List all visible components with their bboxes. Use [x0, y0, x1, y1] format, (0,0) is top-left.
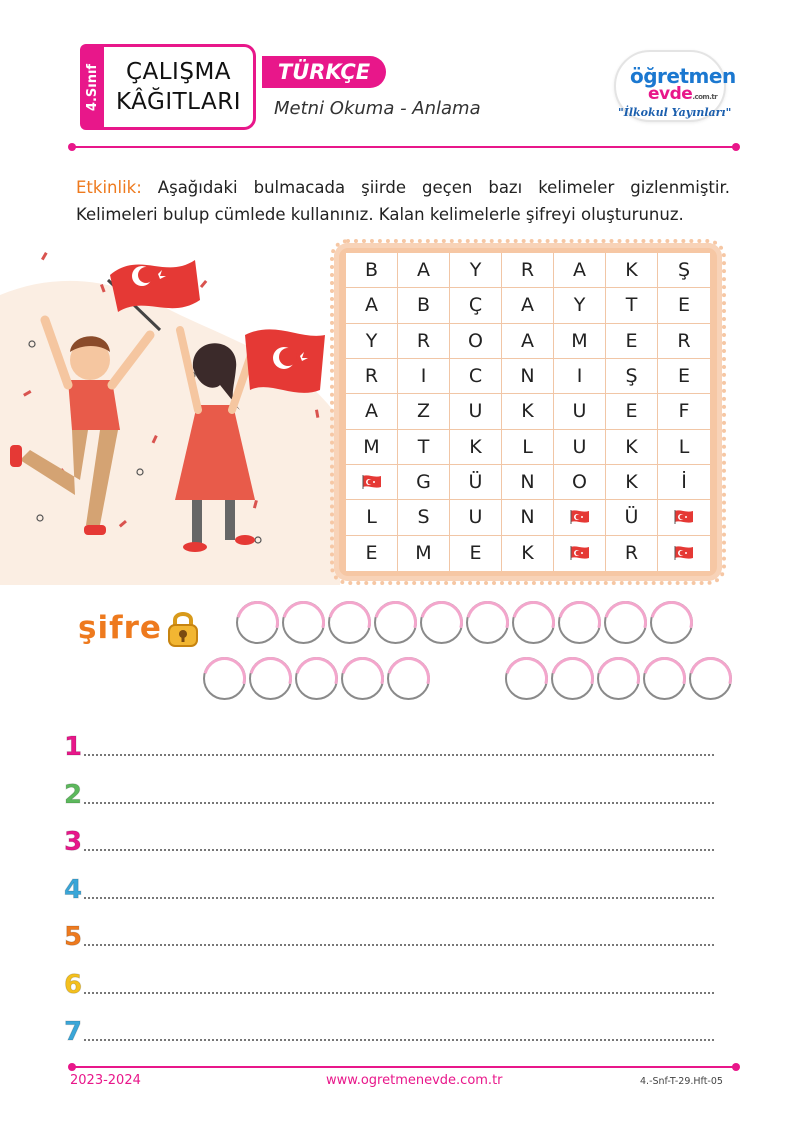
grid-letter: N	[502, 359, 554, 394]
grid-flag-icon	[554, 536, 606, 571]
answer-number: 1	[64, 732, 83, 762]
grid-letter: S	[398, 500, 450, 535]
grid-letter: Y	[554, 288, 606, 323]
password-letter-slot[interactable]	[551, 657, 594, 700]
header-divider	[72, 146, 736, 148]
answer-number: 2	[64, 779, 83, 810]
password-letter-slot[interactable]	[650, 601, 693, 644]
password-heading	[78, 608, 200, 648]
footer-year: 2023-2024	[70, 1073, 141, 1088]
password-letter-slot[interactable]	[558, 601, 601, 644]
footer-divider	[72, 1066, 736, 1068]
grid-letter: R	[502, 253, 554, 288]
password-letter-slot[interactable]	[466, 601, 509, 644]
password-letter-slot[interactable]	[689, 657, 732, 700]
answer-line[interactable]	[64, 1015, 714, 1045]
dotted-answer-field[interactable]	[84, 940, 714, 946]
password-letter-slot[interactable]	[512, 601, 555, 644]
password-letter-slot[interactable]	[282, 601, 325, 644]
grid-letter: K	[450, 430, 502, 465]
grid-letter: I	[554, 359, 606, 394]
grid-letter: O	[450, 324, 502, 359]
grid-letter: M	[554, 324, 606, 359]
logo-text-2: evde.com.tr	[648, 84, 718, 104]
grid-letter: U	[554, 430, 606, 465]
footer-website[interactable]: www.ogretmenevde.com.tr	[326, 1073, 503, 1088]
answer-line[interactable]	[64, 873, 714, 903]
grid-letter: T	[606, 288, 658, 323]
grid-letter: E	[450, 536, 502, 571]
password-letter-slot[interactable]	[604, 601, 647, 644]
grid-letter: E	[658, 359, 710, 394]
dotted-answer-field[interactable]	[84, 845, 714, 851]
password-letter-slot[interactable]	[328, 601, 371, 644]
grid-letter: I	[398, 359, 450, 394]
grid-letter: M	[346, 430, 398, 465]
grid-flag-icon	[658, 500, 710, 535]
grid-flag-icon	[658, 536, 710, 571]
title-line-1: ÇALIŞMA	[125, 59, 232, 85]
grid-letter: B	[398, 288, 450, 323]
answer-line[interactable]	[64, 825, 714, 855]
grid-letter: N	[502, 500, 554, 535]
grid-letter: A	[346, 288, 398, 323]
grid-letter: E	[658, 288, 710, 323]
answer-number: 6	[64, 969, 83, 1000]
grid-letter: M	[398, 536, 450, 571]
word-search-grid	[346, 253, 710, 571]
grid-letter: Ç	[450, 288, 502, 323]
grid-letter: Z	[398, 394, 450, 429]
grid-letter: E	[606, 324, 658, 359]
dotted-answer-field[interactable]	[84, 750, 714, 756]
grid-letter: N	[502, 465, 554, 500]
password-row-1	[236, 601, 693, 644]
grid-letter: Ş	[606, 359, 658, 394]
grid-letter: K	[502, 536, 554, 571]
title-line-2: KÂĞITLARI	[115, 89, 241, 115]
grid-letter: A	[398, 253, 450, 288]
password-letter-slot[interactable]	[249, 657, 292, 700]
password-letter-slot[interactable]	[643, 657, 686, 700]
activity-text: Aşağıdaki bulmacada şiirde geçen bazı kelimeler gizlenmiştir. Kelimeleri bulup cümlede kullanınız. Kalan kelimelerle şifreyi oluşturunuz.	[76, 178, 730, 224]
grid-letter: L	[658, 430, 710, 465]
grid-letter: E	[346, 536, 398, 571]
grid-letter: K	[606, 253, 658, 288]
grid-letter: B	[346, 253, 398, 288]
logo-text-1: öğretmen	[630, 64, 736, 88]
answer-number: 4	[64, 874, 83, 905]
answer-line[interactable]	[64, 920, 714, 950]
children-flags-illustration	[0, 240, 340, 585]
answer-number: 3	[64, 827, 83, 857]
grid-letter: K	[502, 394, 554, 429]
grid-letter: A	[502, 288, 554, 323]
grid-letter: Ş	[658, 253, 710, 288]
grid-letter: Y	[450, 253, 502, 288]
grid-letter: E	[606, 394, 658, 429]
worksheet-title	[104, 44, 256, 130]
padlock-icon	[166, 608, 200, 648]
password-row-2-group-2	[505, 657, 732, 700]
grid-letter: F	[658, 394, 710, 429]
dotted-answer-field[interactable]	[84, 798, 714, 804]
grid-letter: R	[606, 536, 658, 571]
publisher-logo	[608, 44, 736, 134]
grade-tab	[80, 44, 106, 130]
grid-letter: R	[398, 324, 450, 359]
answer-number: 5	[64, 922, 83, 952]
logo-text-3: "İlkokul Yayınları"	[618, 106, 732, 119]
grid-letter: Ü	[606, 500, 658, 535]
grid-letter: A	[346, 394, 398, 429]
footer-code: 4.-Snf-T-29.Hft-05	[640, 1076, 723, 1087]
answer-number: 7	[64, 1017, 83, 1047]
grid-letter: A	[554, 253, 606, 288]
password-letter-slot[interactable]	[236, 601, 279, 644]
grid-letter: U	[450, 500, 502, 535]
dotted-answer-field[interactable]	[84, 893, 714, 899]
grid-flag-icon	[346, 465, 398, 500]
grid-letter: U	[450, 394, 502, 429]
dotted-answer-field[interactable]	[84, 1035, 714, 1041]
password-letter-slot[interactable]	[597, 657, 640, 700]
grid-letter: K	[606, 465, 658, 500]
grid-letter: R	[658, 324, 710, 359]
grid-letter: Y	[346, 324, 398, 359]
answer-line[interactable]	[64, 968, 714, 998]
dotted-answer-field[interactable]	[84, 988, 714, 994]
grid-letter: R	[346, 359, 398, 394]
password-letter-slot[interactable]	[295, 657, 338, 700]
activity-lead: Etkinlik:	[76, 178, 142, 197]
activity-instructions	[76, 174, 730, 228]
grid-flag-icon	[554, 500, 606, 535]
password-letter-slot[interactable]	[374, 601, 417, 644]
grid-letter: T	[398, 430, 450, 465]
grid-letter: İ	[658, 465, 710, 500]
password-row-2-group-1	[203, 657, 430, 700]
grid-letter: A	[502, 324, 554, 359]
grid-letter: Ü	[450, 465, 502, 500]
subject-badge: TÜRKÇE	[262, 56, 386, 88]
answer-line[interactable]	[64, 778, 714, 808]
grid-letter: U	[554, 394, 606, 429]
answer-line[interactable]	[64, 730, 714, 760]
grid-letter: G	[398, 465, 450, 500]
password-letter-slot[interactable]	[341, 657, 384, 700]
topic-label: Metni Okuma - Anlama	[274, 98, 481, 119]
password-letter-slot[interactable]	[505, 657, 548, 700]
password-letter-slot[interactable]	[420, 601, 463, 644]
password-letter-slot[interactable]	[387, 657, 430, 700]
grid-letter: L	[502, 430, 554, 465]
grid-letter: O	[554, 465, 606, 500]
grid-letter: C	[450, 359, 502, 394]
password-letter-slot[interactable]	[203, 657, 246, 700]
grid-letter: K	[606, 430, 658, 465]
grid-letter: L	[346, 500, 398, 535]
grade-label: 4.Sınıf	[85, 63, 101, 111]
password-label: şifre	[78, 610, 162, 646]
